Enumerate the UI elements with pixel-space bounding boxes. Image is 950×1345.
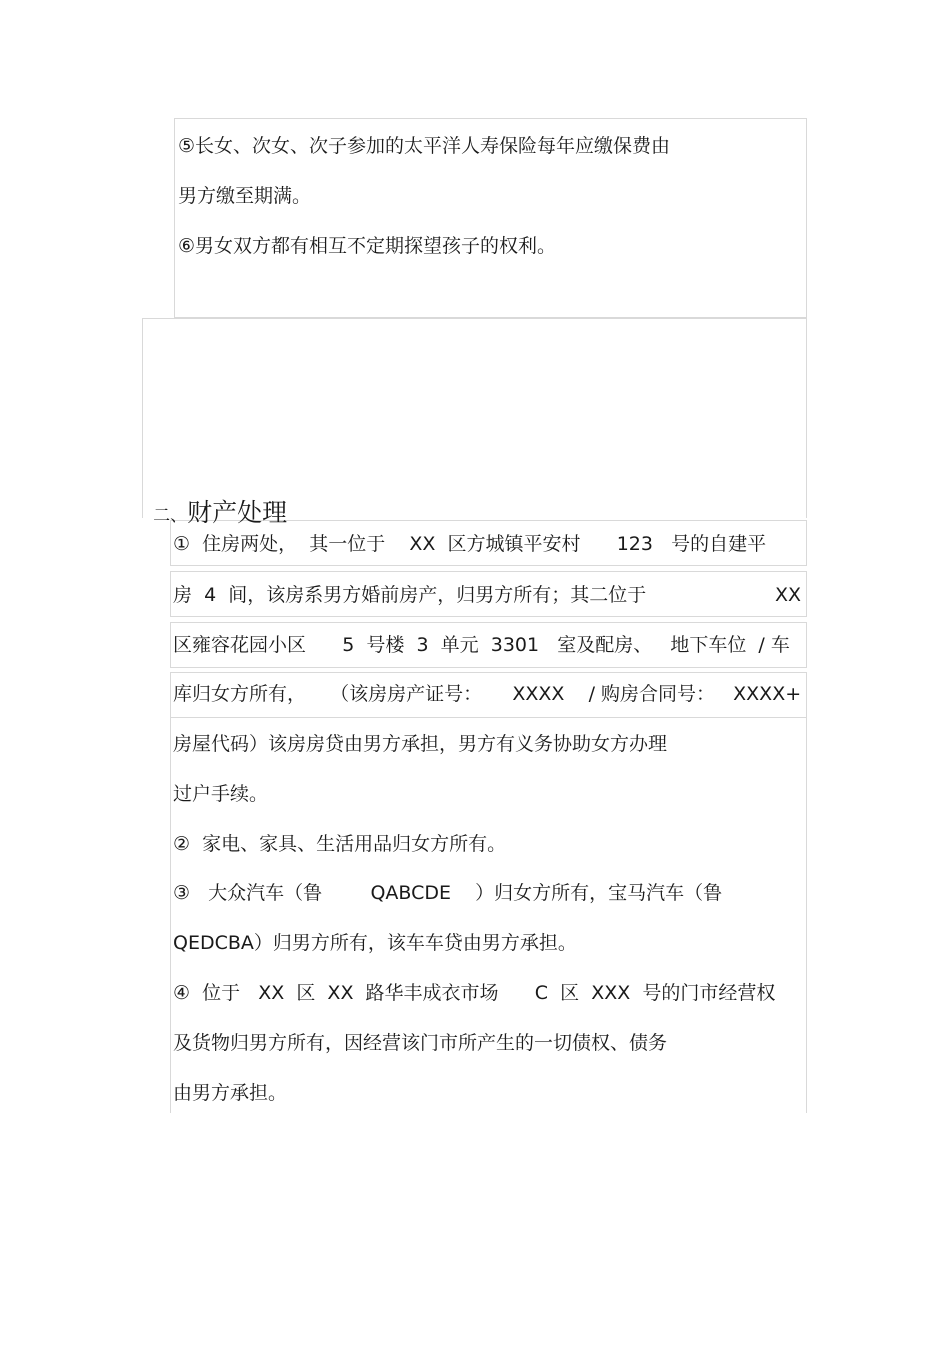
clause-5-line-2: 男方缴至期满。 (178, 185, 312, 207)
property-line-6: 过户手续。 (173, 783, 269, 805)
frame-left-line (170, 718, 171, 1113)
clause-6-line-1: ⑥男女双方都有相互不定期探望孩子的权利。 (178, 235, 557, 257)
property-line-3: 区雍容花园小区 5 号楼 3 单元 3301 室及配房、 地下车位 / 车 (173, 634, 790, 656)
property-line-1: ① 住房两处， 其一位于 XX 区方城镇平安村 123 号的自建平 (173, 533, 767, 555)
property-line-9: QEDCBA）归男方所有，该车车贷由男方承担。 (173, 932, 577, 954)
property-line-2: 房 4 间，该房系男方婚前房产，归男方所有；其二位于 (173, 584, 647, 606)
property-line-11: 及货物归男方所有，因经营该门市所产生的一切债权、债务 (173, 1032, 668, 1054)
property-line-10: ④ 位于 XX 区 XX 路华丰成衣市场 C 区 XXX 号的门市经营权 (173, 982, 776, 1004)
section-heading (143, 474, 287, 529)
property-line-8: ③ 大众汽车（鲁 QABCDE ）归女方所有，宝马汽车（鲁 (173, 882, 723, 904)
frame-right-line (806, 318, 807, 518)
property-line-12: 由男方承担。 (173, 1082, 288, 1104)
property-line-2-right: XX (775, 584, 802, 606)
frame-right-line (806, 766, 807, 1113)
property-line-5: 房屋代码）该房房贷由男方承担，男方有义务协助女方办理 (173, 733, 668, 755)
section-title: 财产处理 (187, 498, 288, 527)
section-number: 二、 (153, 506, 188, 526)
property-line-4: 库归女方所有， （该房房产证号： XXXX / 购房合同号： XXXX+ (173, 683, 802, 705)
property-line-7: ② 家电、家具、生活用品归女方所有。 (173, 833, 507, 855)
frame-right-line (806, 718, 807, 766)
divider-line (142, 318, 807, 319)
clause-5-line-1: ⑤长女、次女、次子参加的太平洋人寿保险每年应缴保费由 (178, 135, 671, 157)
